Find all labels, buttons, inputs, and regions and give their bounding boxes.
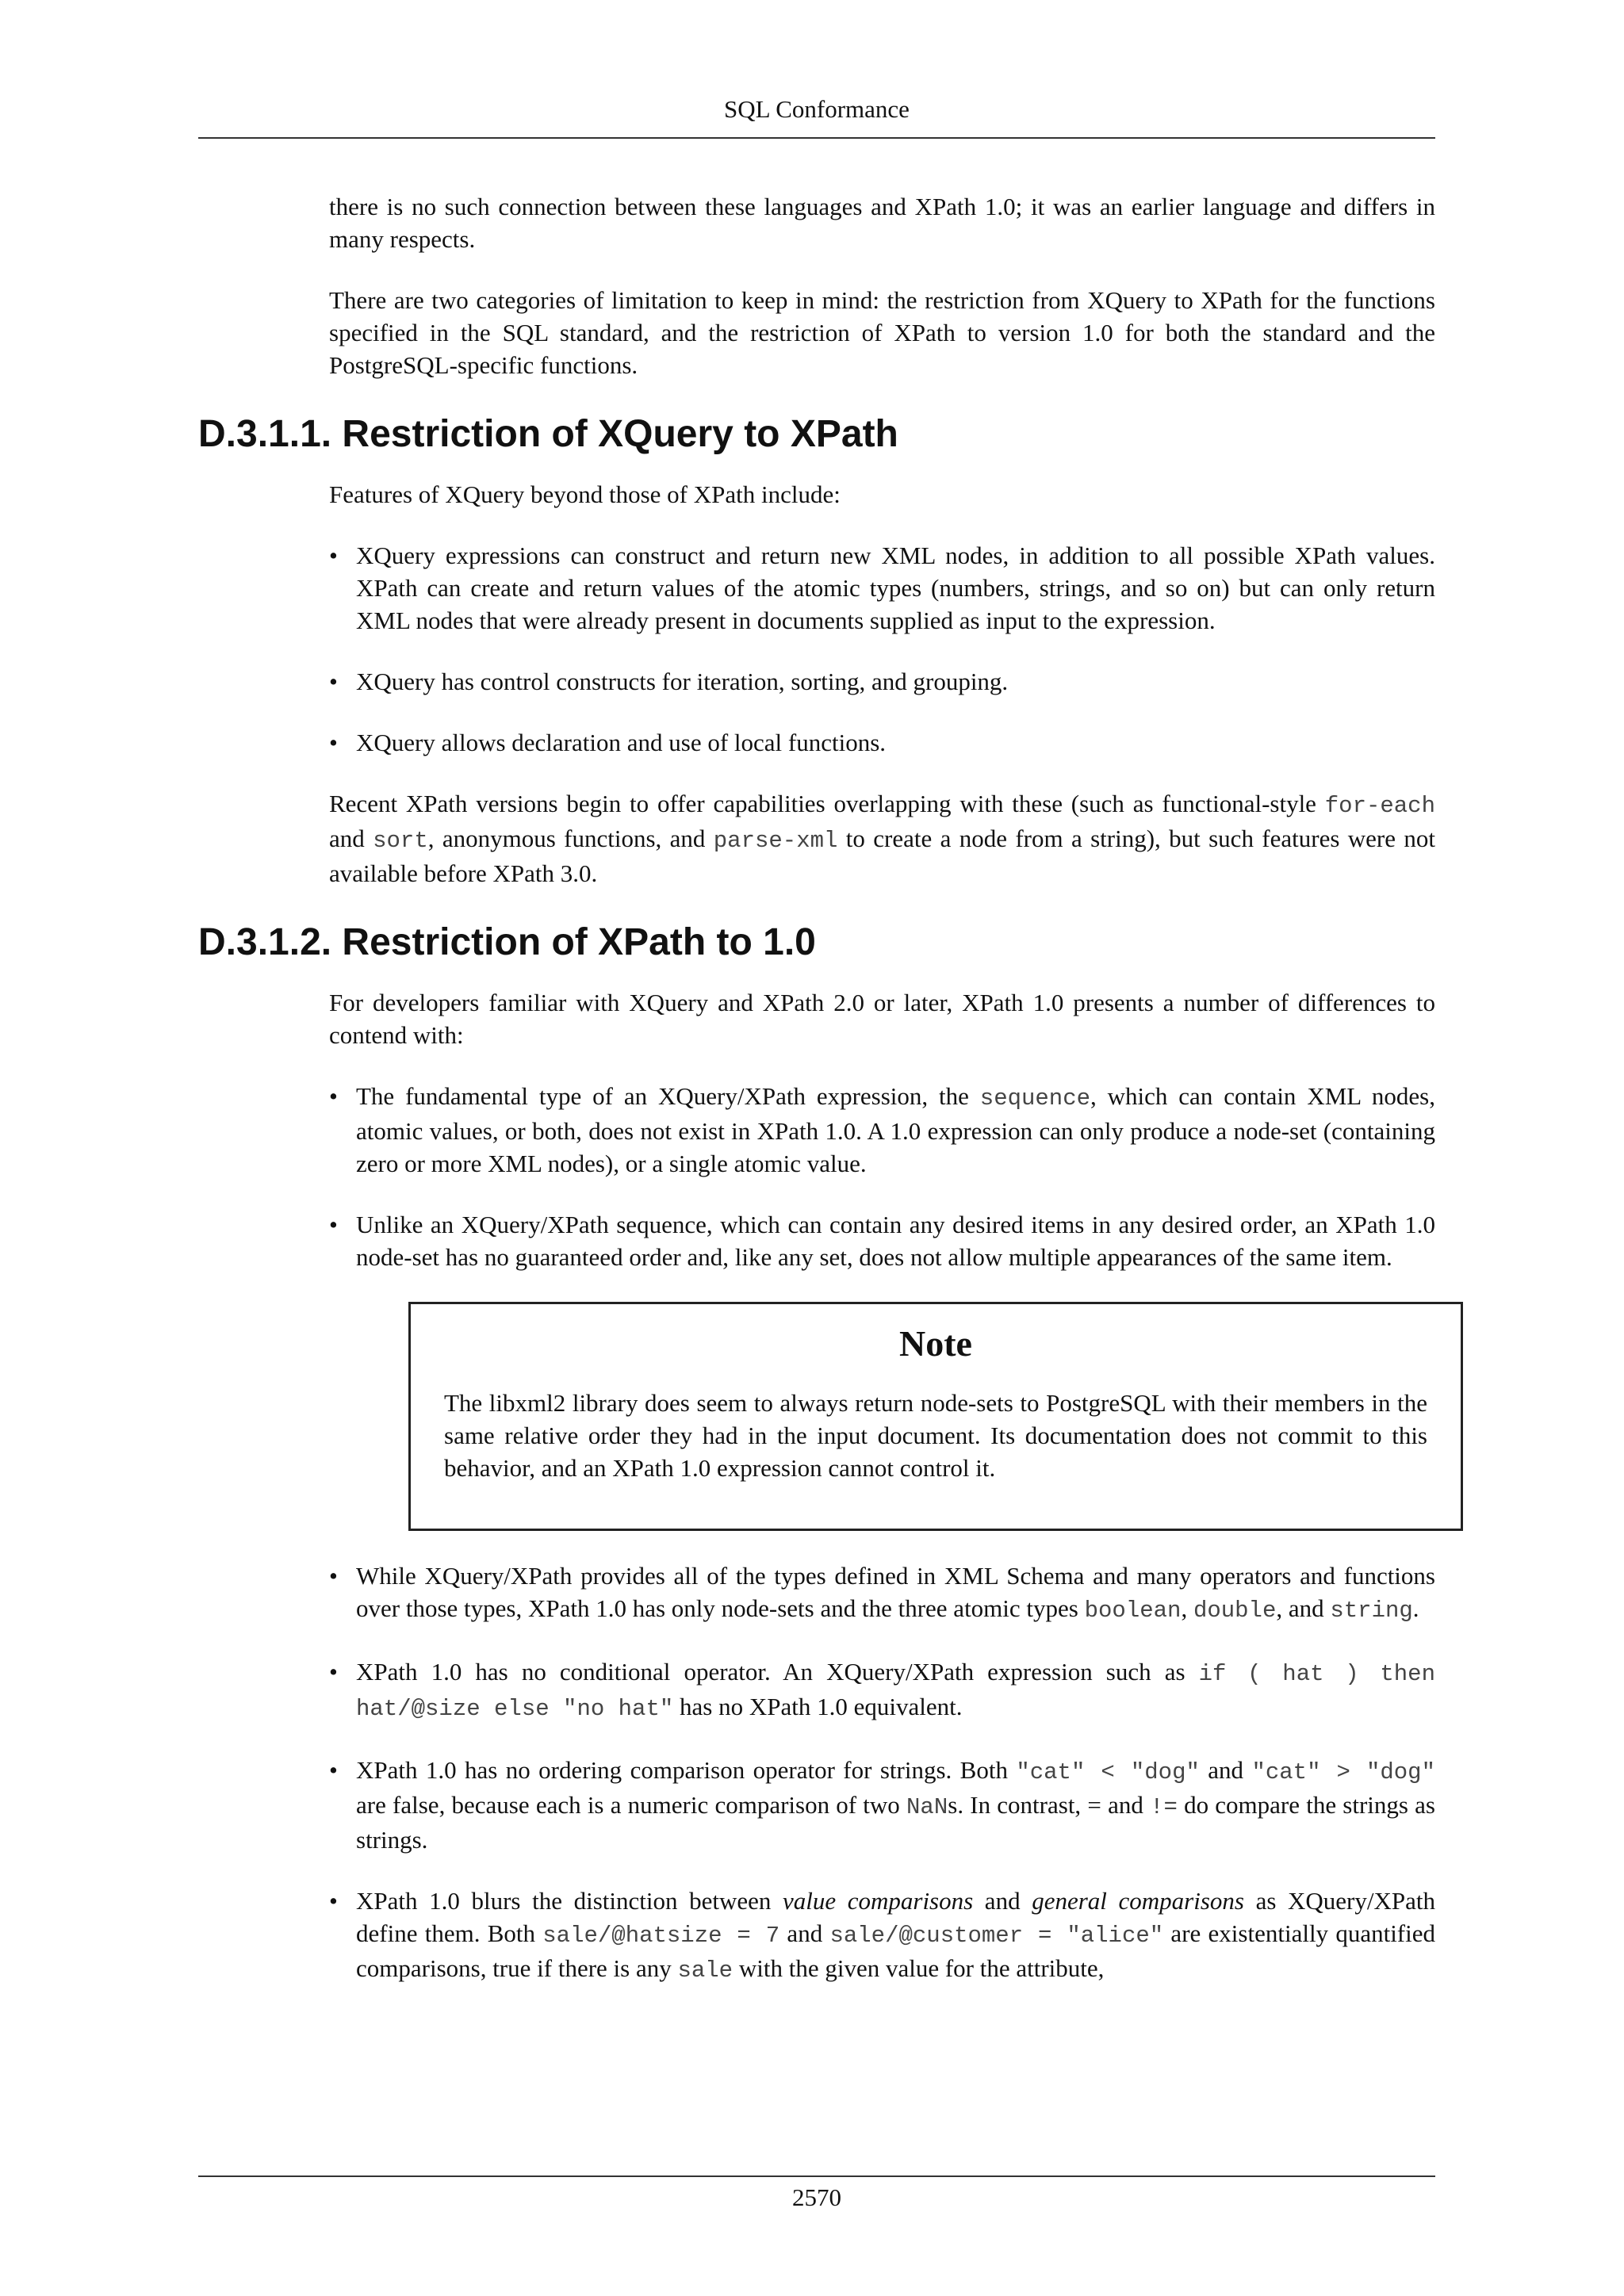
section1-lead: Features of XQuery beyond those of XPath include: — [329, 480, 841, 508]
bullet-icon: • — [329, 1562, 338, 1590]
code-cat-lt-dog: "cat" < "dog" — [1016, 1759, 1200, 1785]
bullet-icon: • — [329, 668, 338, 695]
list-item: • XQuery allows declaration and use of local functions. — [329, 726, 1435, 759]
list-item: • XQuery expressions can construct and return new XML nodes, in addition to all possible XPath values. XPath can create and return values of the atomic types (numbers, strings, and so on) but can only return XML nodes that were already present in documents supplied as input to the expression. — [329, 539, 1435, 637]
bullet-icon: • — [329, 1756, 338, 1784]
list-item: • XPath 1.0 blurs the distinction between value comparisons and general comparisons as XQuery/XPath define them. Both sale/@hatsize = 7 and sale/@customer = "alice" are existentially quantified comparisons, true if there is any sale with the given value for the attribute, — [329, 1885, 1435, 1987]
list-item: • XPath 1.0 has no conditional operator. An XQuery/XPath expression such as if ( hat ) then hat/@size else "no hat" has no XPath 1.0 equivalent. — [329, 1655, 1435, 1725]
code-customer: sale/@customer = "alice" — [829, 1923, 1164, 1949]
page-content — [198, 190, 1435, 1987]
section-heading-restriction-xpath: D.3.1.2. Restriction of XPath to 1.0 — [198, 921, 816, 963]
code-if-then-else: if ( hat ) then hat/@size else "no hat" — [356, 1661, 1435, 1722]
code-parse-xml: parse-xml — [713, 828, 838, 854]
code-boolean: boolean — [1084, 1598, 1182, 1624]
bullet-icon: • — [329, 1658, 338, 1686]
code-for-each: for-each — [1324, 793, 1435, 819]
header-rule — [198, 137, 1435, 139]
code-not-equal: != — [1150, 1794, 1178, 1820]
intro-paragraph-1: there is no such connection between these languages and XPath 1.0; it was an earlier language and differs in many respects. — [329, 193, 1435, 253]
section2-difference-list-b — [329, 1559, 1435, 1987]
note-admonition — [408, 1302, 1463, 1531]
note-text: The libxml2 library does seem to always return node-sets to PostgreSQL with their members in the same relative order they had in the input document. Its documentation does not commit to this behavior, and an XPath 1.0 expression cannot control it. — [444, 1389, 1427, 1482]
section2-lead: For developers familiar with XQuery and XPath 2.0 or later, XPath 1.0 presents a number of differences to contend with: — [329, 989, 1435, 1049]
page-number: 2570 — [792, 2183, 841, 2211]
bullet-icon: • — [329, 541, 338, 569]
code-hatsize: sale/@hatsize = 7 — [542, 1923, 780, 1949]
code-sequence: sequence — [979, 1085, 1091, 1112]
list-item: • XQuery has control constructs for iteration, sorting, and grouping. — [329, 665, 1435, 698]
emphasis-value-comparisons: value comparisons — [782, 1887, 974, 1915]
section1-feature-list — [329, 539, 1435, 759]
list-item: • XPath 1.0 has no ordering comparison operator for strings. Both "cat" < "dog" and "cat" > "dog" are false, because each is a numeric comparison of two NaNs. In contrast, = and != do compare the strings as strings. — [329, 1754, 1435, 1856]
bullet-icon: • — [329, 1887, 338, 1915]
note-title: Note — [899, 1323, 972, 1364]
list-item: • The fundamental type of an XQuery/XPath expression, the sequence, which can contain XML nodes, atomic values, or both, does not exist in XPath 1.0. A 1.0 expression can only produce a node-set (containing zero or more XML nodes), or a single atomic value. — [329, 1080, 1435, 1180]
bullet-icon: • — [329, 1211, 338, 1238]
code-sort: sort — [373, 828, 428, 854]
footer-rule — [198, 2175, 1435, 2177]
list-item: • Unlike an XQuery/XPath sequence, which can contain any desired items in any desired order, an XPath 1.0 node-set has no guaranteed order and, like any set, does not allow multiple appearances of the same item. — [329, 1208, 1435, 1273]
section1-closing-paragraph: Recent XPath versions begin to offer capabilities overlapping with these (such as functional-style for-each and sort, anonymous functions, and parse-xml to create a node from a string), but such features were not available before XPath 3.0. — [329, 790, 1435, 887]
list-item: • While XQuery/XPath provides all of the types defined in XML Schema and many operators and functions over those types, XPath 1.0 has only node-sets and the three atomic types boolean, double, and string. — [329, 1559, 1435, 1627]
section2-difference-list-a — [329, 1080, 1435, 1273]
code-nan: NaN — [906, 1794, 948, 1820]
intro-paragraph-2: There are two categories of limitation to keep in mind: the restriction from XQuery to XPath for the functions specified in the SQL standard, and the restriction of XPath to version 1.0 for both the standard and the PostgreSQL-specific functions. — [329, 286, 1435, 379]
running-header: SQL Conformance — [724, 95, 910, 123]
bullet-icon: • — [329, 729, 338, 756]
code-sale: sale — [677, 1957, 733, 1984]
emphasis-general-comparisons: general comparisons — [1032, 1887, 1244, 1915]
code-double: double — [1193, 1598, 1277, 1624]
bullet-icon: • — [329, 1082, 338, 1110]
section-heading-restriction-xquery: D.3.1.1. Restriction of XQuery to XPath — [198, 413, 898, 455]
code-cat-gt-dog: "cat" > "dog" — [1251, 1759, 1435, 1785]
code-string: string — [1330, 1598, 1413, 1624]
